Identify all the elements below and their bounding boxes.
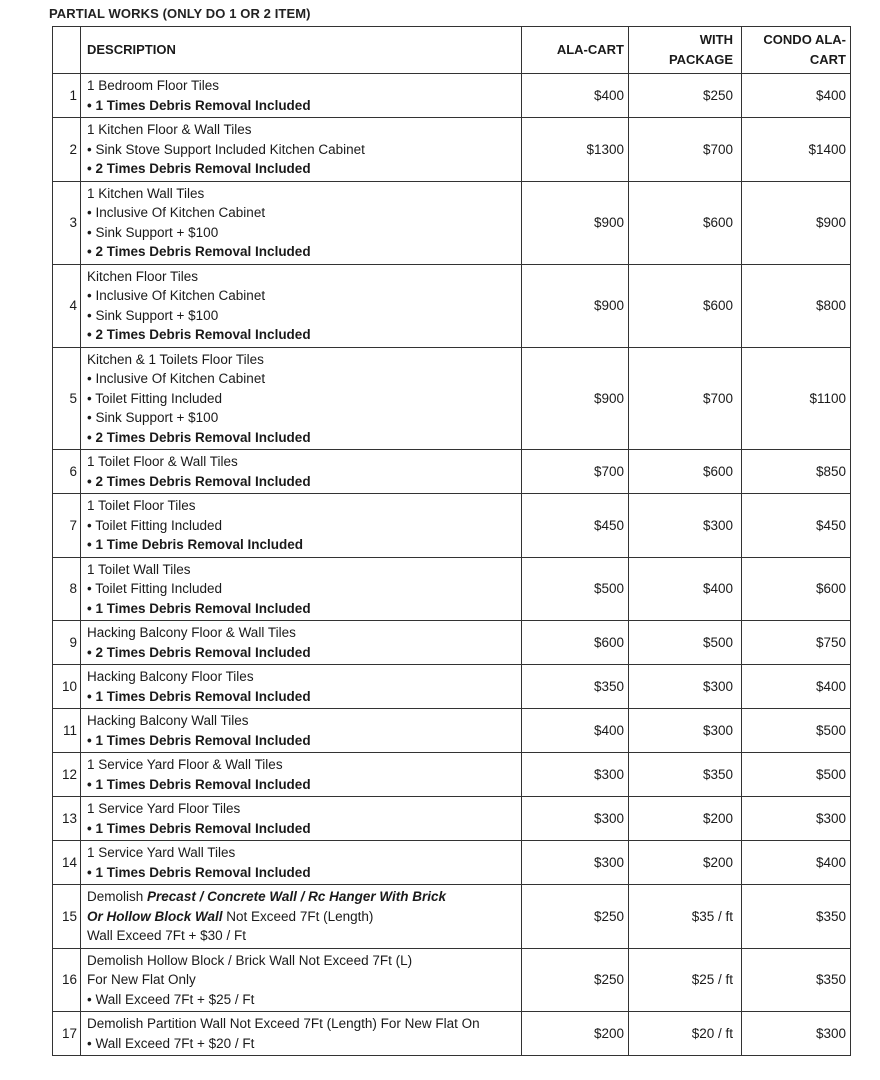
header-condo-ala-cart [742, 27, 851, 74]
row-description [81, 450, 522, 494]
row-title: Hacking Balcony Wall Tiles [87, 713, 249, 728]
row-number: 4 [53, 264, 81, 347]
row-ala-cart-price: $700 [522, 450, 629, 494]
table-row-3 [53, 181, 851, 264]
row-condo-price: $400 [742, 665, 851, 709]
row-16-bullet: • Wall Exceed 7Ft + $25 / Ft [87, 990, 517, 1010]
row-number: 15 [53, 885, 81, 949]
row-debris-note: • 2 Times Debris Removal Included [87, 159, 517, 179]
row-15-prefix: Demolish [87, 889, 148, 904]
table-row-2 [53, 118, 851, 182]
row-description [81, 181, 522, 264]
row-description [81, 797, 522, 841]
row-package-price: $200 [629, 797, 742, 841]
row-16-line2: For New Flat Only [87, 972, 196, 987]
header-condo-line1: CONDO ALA- [763, 32, 846, 47]
header-ala-cart: ALA-CART [522, 27, 629, 74]
row-description [81, 557, 522, 621]
row-package-price: $200 [629, 841, 742, 885]
row-condo-price: $350 [742, 885, 851, 949]
row-number: 14 [53, 841, 81, 885]
header-row [53, 27, 851, 74]
table-row-17 [53, 1012, 851, 1056]
row-15-emphasis-1: Precast / Concrete Wall / Rc Hanger With Brick [147, 889, 447, 904]
row-condo-price: $800 [742, 264, 851, 347]
row-package-price: $350 [629, 753, 742, 797]
row-bullet: • Inclusive Of Kitchen Cabinet [87, 203, 517, 223]
table-row-15 [53, 885, 851, 949]
row-15-emphasis-2: Or Hollow Block Wall [87, 908, 223, 924]
row-17-bullet: • Wall Exceed 7Ft + $20 / Ft [87, 1034, 517, 1054]
row-ala-cart-price: $900 [522, 264, 629, 347]
row-number: 3 [53, 181, 81, 264]
row-debris-note: • 1 Time Debris Removal Included [87, 535, 517, 555]
row-condo-price: $1100 [742, 347, 851, 450]
row-condo-price: $500 [742, 709, 851, 753]
row-ala-cart-price: $600 [522, 621, 629, 665]
table-row-7 [53, 494, 851, 558]
row-package-price: $700 [629, 118, 742, 182]
row-package-price: $600 [629, 264, 742, 347]
row-debris-note: • 2 Times Debris Removal Included [87, 428, 517, 448]
row-ala-cart-price: $1300 [522, 118, 629, 182]
row-package-price: $400 [629, 557, 742, 621]
header-with-package [629, 27, 742, 74]
table-row-14 [53, 841, 851, 885]
row-title: 1 Service Yard Wall Tiles [87, 845, 236, 860]
header-with-package-line2: PACKAGE [668, 52, 733, 67]
row-condo-price: $350 [742, 948, 851, 1012]
row-debris-note: • 1 Times Debris Removal Included [87, 775, 517, 795]
row-description [81, 494, 522, 558]
row-title: 1 Bedroom Floor Tiles [87, 78, 220, 93]
table-row-8 [53, 557, 851, 621]
table-body [53, 74, 851, 1056]
row-ala-cart-price: $400 [522, 74, 629, 118]
section-title: PARTIAL WORKS (ONLY DO 1 OR 2 ITEM) [49, 6, 311, 21]
row-title: Hacking Balcony Floor Tiles [87, 669, 254, 684]
row-number: 12 [53, 753, 81, 797]
row-debris-note: • 1 Times Debris Removal Included [87, 863, 517, 883]
row-title: 1 Kitchen Wall Tiles [87, 185, 205, 201]
row-number: 2 [53, 118, 81, 182]
row-ala-cart-price: $300 [522, 797, 629, 841]
table-row-16 [53, 948, 851, 1012]
row-ala-cart-price: $900 [522, 181, 629, 264]
row-number: 11 [53, 709, 81, 753]
row-number: 13 [53, 797, 81, 841]
row-number: 1 [53, 74, 81, 118]
row-number: 7 [53, 494, 81, 558]
row-debris-note: • 1 Times Debris Removal Included [87, 96, 517, 116]
row-15-suffix: Not Exceed 7Ft (Length) [222, 908, 374, 924]
row-ala-cart-price: $450 [522, 494, 629, 558]
row-condo-price: $450 [742, 494, 851, 558]
row-package-price: $500 [629, 621, 742, 665]
row-bullet: • Toilet Fitting Included [87, 579, 517, 599]
row-bullet: • Inclusive Of Kitchen Cabinet [87, 369, 517, 389]
row-condo-price: $300 [742, 797, 851, 841]
row-number: 16 [53, 948, 81, 1012]
row-description [81, 948, 522, 1012]
row-17-line1: Demolish Partition Wall Not Exceed 7Ft (Length) For New Flat On [87, 1016, 480, 1031]
row-16-line1: Demolish Hollow Block / Brick Wall Not Exceed 7Ft (L) [87, 952, 413, 968]
row-condo-price: $850 [742, 450, 851, 494]
row-bullet: • Toilet Fitting Included [87, 516, 517, 536]
row-condo-price: $400 [742, 841, 851, 885]
row-package-price: $25 / ft [629, 948, 742, 1012]
row-title: 1 Service Yard Floor & Wall Tiles [87, 757, 283, 772]
row-bullet: • Toilet Fitting Included [87, 389, 517, 409]
row-number: 17 [53, 1012, 81, 1056]
row-title: 1 Toilet Floor Tiles [87, 498, 196, 513]
row-bullet: • Inclusive Of Kitchen Cabinet [87, 286, 517, 306]
row-title: Hacking Balcony Floor & Wall Tiles [87, 625, 296, 640]
row-package-price: $600 [629, 450, 742, 494]
row-debris-note: • 2 Times Debris Removal Included [87, 242, 517, 262]
row-package-price: $300 [629, 665, 742, 709]
row-ala-cart-price: $350 [522, 665, 629, 709]
row-title: 1 Toilet Wall Tiles [87, 561, 191, 577]
row-ala-cart-price: $400 [522, 709, 629, 753]
row-description [81, 347, 522, 450]
row-title: 1 Service Yard Floor Tiles [87, 801, 241, 816]
row-ala-cart-price: $250 [522, 885, 629, 949]
row-title: Kitchen & 1 Toilets Floor Tiles [87, 351, 264, 367]
row-package-price: $300 [629, 709, 742, 753]
row-condo-price: $900 [742, 181, 851, 264]
table-row-11 [53, 709, 851, 753]
price-table [52, 26, 851, 1056]
row-package-price: $600 [629, 181, 742, 264]
row-description [81, 753, 522, 797]
row-bullet: • Sink Support + $100 [87, 306, 517, 326]
row-description [81, 841, 522, 885]
row-number: 10 [53, 665, 81, 709]
row-condo-price: $600 [742, 557, 851, 621]
row-description [81, 621, 522, 665]
header-description: DESCRIPTION [81, 27, 522, 74]
row-number: 8 [53, 557, 81, 621]
row-package-price: $700 [629, 347, 742, 450]
row-debris-note: • 2 Times Debris Removal Included [87, 325, 517, 345]
row-debris-note: • 1 Times Debris Removal Included [87, 819, 517, 839]
row-debris-note: • 2 Times Debris Removal Included [87, 472, 517, 492]
row-description [81, 264, 522, 347]
row-debris-note: • 2 Times Debris Removal Included [87, 643, 517, 663]
table-row-13 [53, 797, 851, 841]
row-number: 6 [53, 450, 81, 494]
row-description [81, 709, 522, 753]
row-condo-price: $750 [742, 621, 851, 665]
row-package-price: $20 / ft [629, 1012, 742, 1056]
row-description [81, 1012, 522, 1056]
row-description [81, 885, 522, 949]
row-description [81, 665, 522, 709]
table-row-5 [53, 347, 851, 450]
table-row-4 [53, 264, 851, 347]
row-description [81, 74, 522, 118]
table-row-10 [53, 665, 851, 709]
row-15-line1 [87, 887, 517, 907]
row-description [81, 118, 522, 182]
row-condo-price: $1400 [742, 118, 851, 182]
header-number [53, 27, 81, 74]
row-ala-cart-price: $200 [522, 1012, 629, 1056]
row-number: 5 [53, 347, 81, 450]
row-condo-price: $400 [742, 74, 851, 118]
row-package-price: $250 [629, 74, 742, 118]
row-number: 9 [53, 621, 81, 665]
row-title: Kitchen Floor Tiles [87, 268, 199, 284]
header-condo-line2: CART [809, 52, 846, 67]
row-bullet: • Sink Support + $100 [87, 408, 517, 428]
row-title: 1 Toilet Floor & Wall Tiles [87, 454, 238, 469]
table-row-6 [53, 450, 851, 494]
row-debris-note: • 1 Times Debris Removal Included [87, 599, 517, 619]
row-15-line3: Wall Exceed 7Ft + $30 / Ft [87, 928, 246, 943]
row-condo-price: $500 [742, 753, 851, 797]
row-15-line2 [87, 907, 517, 927]
row-ala-cart-price: $300 [522, 841, 629, 885]
row-bullet: • Sink Stove Support Included Kitchen Cabinet [87, 140, 517, 160]
row-bullet: • Sink Support + $100 [87, 223, 517, 243]
row-ala-cart-price: $500 [522, 557, 629, 621]
row-ala-cart-price: $250 [522, 948, 629, 1012]
row-condo-price: $300 [742, 1012, 851, 1056]
row-debris-note: • 1 Times Debris Removal Included [87, 687, 517, 707]
row-ala-cart-price: $300 [522, 753, 629, 797]
row-debris-note: • 1 Times Debris Removal Included [87, 731, 517, 751]
row-title: 1 Kitchen Floor & Wall Tiles [87, 122, 252, 137]
table-row-9 [53, 621, 851, 665]
header-with-package-line1: WITH [699, 32, 733, 47]
row-package-price: $300 [629, 494, 742, 558]
table-row-12 [53, 753, 851, 797]
table-row-1 [53, 74, 851, 118]
row-package-price: $35 / ft [629, 885, 742, 949]
row-ala-cart-price: $900 [522, 347, 629, 450]
